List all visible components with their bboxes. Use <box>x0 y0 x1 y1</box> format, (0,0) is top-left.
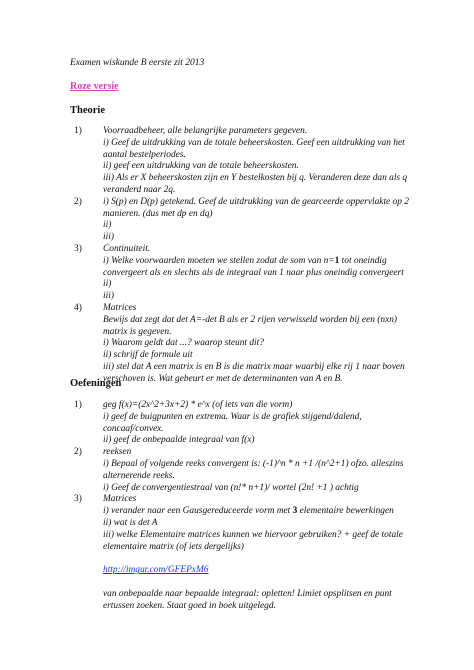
item-line: iii) Als er X beheerskosten zijn en Y bestelkosten bij q. Veranderen deze dan als q <box>103 173 408 184</box>
oefeningen-list <box>74 400 414 612</box>
item-line <box>103 256 414 268</box>
item-line: manieren. (dus met dp en dq) <box>103 208 213 219</box>
item-line: Voorraadbeheer, alle belangrijke parameters gegeven. <box>103 126 308 136</box>
item-line: concaaf/convex. <box>103 423 164 434</box>
section-heading-theorie: Theorie <box>70 105 105 116</box>
item-line: reeksen <box>103 447 132 458</box>
note-line: van onbepaalde naar bepaalde integraal: opletten! Limiet opsplitsen en punt <box>103 588 392 599</box>
item-line: Continuiteit. <box>103 243 151 254</box>
document-title: Examen wiskunde B eerste zit 2013 <box>70 58 205 68</box>
item-line: alternerende reeks. <box>103 470 175 481</box>
item-line: iii) <box>103 291 114 302</box>
item-line: i) Bepaal of volgende reeks convergent is: (-1)^n * n +1 /(n^2+1) ofzo. alleszins <box>103 458 404 469</box>
item-number: 1) <box>74 400 82 410</box>
item-number: 4) <box>74 302 82 313</box>
item-line: convergeert als en slechts als de integraal van 1 naar plus oneindig convergeert <box>103 267 404 278</box>
spacer <box>103 577 414 589</box>
oefening-item-2 <box>74 447 414 494</box>
bold-number: 1 <box>334 255 340 266</box>
item-line: iii) welke Elementaire matrices kunnen we hiervoor gebruiken? + geef de totale <box>103 529 403 540</box>
item-line <box>103 506 414 518</box>
item-line: i) Geef de uitdrukking van de totale beheerskosten. Geef een uitdrukking van het <box>103 137 405 148</box>
version-label: Roze versie <box>70 81 119 92</box>
item-line: iii) stel dat A een matrix is en B is die matrix maar waarbij elke rij 1 naar boven <box>103 361 405 372</box>
imgur-link[interactable]: http://imgur.com/GFEPxM6 <box>103 565 209 576</box>
section-heading-oefeningen: Oefeningen <box>70 378 122 389</box>
bold-number: 3 <box>292 506 298 517</box>
item-line: ii) geef de onbepaalde integraal van f(x) <box>103 435 255 446</box>
note-line: ertussen zoeken. Staat goed in boek uitgelegd. <box>103 600 276 611</box>
item-line: ii) geef een uitdrukking van de totale beheerskosten. <box>103 161 299 172</box>
item-line: i) S(p) en D(p) getekend. Geef de uitdrukking van de gearceerde oppervlakte op 2 <box>103 196 409 207</box>
theorie-list <box>74 126 414 386</box>
item-line: ii) schrijf de formule uit <box>103 350 193 361</box>
item-line: aantal bestelperiodes. <box>103 149 186 160</box>
item-line-text: elementaire bewerkingen <box>297 506 394 517</box>
item-number: 1) <box>74 126 82 136</box>
item-line-text: i) Welke voorwaarden moeten we stellen zodat de som van n= <box>103 255 335 266</box>
item-line-text: i) verander naar een Gausgereduceerde vorm met <box>103 506 293 517</box>
item-line: Matrices <box>103 494 137 505</box>
item-line: ii) <box>103 279 112 290</box>
item-number: 2) <box>74 196 82 207</box>
theorie-item-2 <box>74 197 414 244</box>
item-line: Matrices <box>103 302 137 313</box>
item-line: iii) <box>103 232 114 243</box>
item-line: veranderd naar 2q. <box>103 184 176 195</box>
oefening-item-3 <box>74 494 414 612</box>
item-line: geg f(x)=(2x^2+3x+2) * e^x (of iets van die vorm) <box>103 400 293 410</box>
item-line: i) Geef de convergentiestraal van (n!* n+1)/ wortel (2n! +1 ) achtig <box>103 482 359 493</box>
item-line: matrix is gegeven. <box>103 326 172 337</box>
item-line: i) Waarom geldt dat ...? waarop steunt dit? <box>103 338 264 349</box>
item-line: ii) <box>103 220 112 231</box>
oefening-item-1 <box>74 400 414 447</box>
item-line-text: tot oneindig <box>339 255 387 266</box>
theorie-item-3 <box>74 244 414 303</box>
spacer <box>103 553 414 565</box>
item-line: elementaire matrix (of iets dergelijks) <box>103 541 244 552</box>
item-line: i) geef de buigpunten en extrema. Waar is de grafiek stijgend/dalend, <box>103 411 362 422</box>
theorie-item-4 <box>74 303 414 386</box>
item-number: 2) <box>74 447 82 458</box>
item-line: verschoven is. Wat gebeurt er met de determinanten van A en B. <box>103 373 343 384</box>
theorie-item-1 <box>74 126 414 197</box>
item-number: 3) <box>74 243 82 254</box>
item-line: Bewijs dat zegt dat det A=-det B als er 2 rijen verwisseld worden bij een (nxn) <box>103 314 398 325</box>
item-line: ii) wat is det A <box>103 517 158 528</box>
item-number: 3) <box>74 494 82 505</box>
